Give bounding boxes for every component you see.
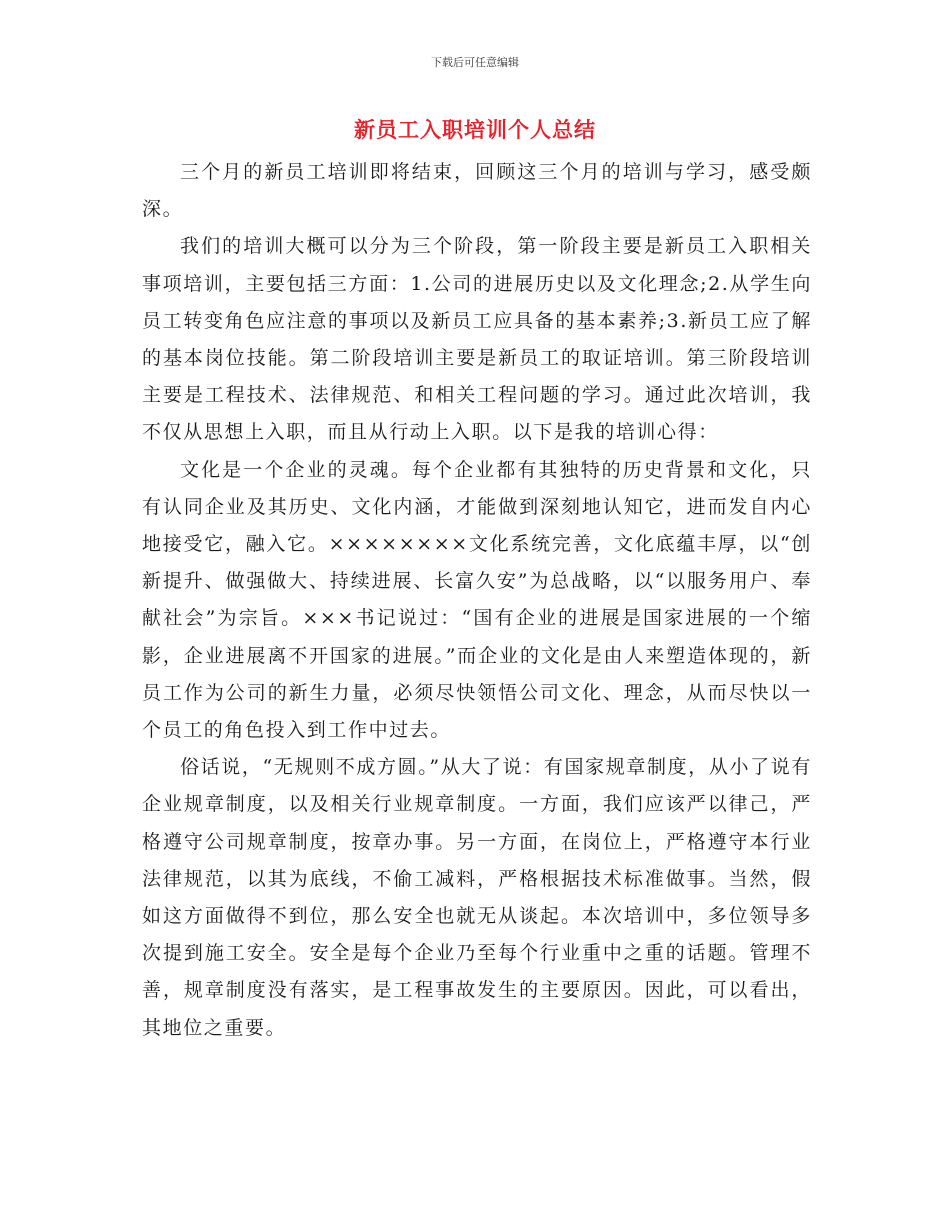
paragraph-culture: 文化是一个企业的灵魂。每个企业都有其独特的历史背景和文化，只有认同企业及其历史、文化内涵，才能做到深刻地认知它，进而发自内心地接受它，融入它。××××××××文化系统完善，文化底蕴丰厚，以“创新提升、做强做大、持续进展、长富久安”为总战略，以“以服务用户、奉献社会”为宗旨。×××书记说过：“国有企业的进展是国家进展的一个缩影，企业进展离不开国家的进展。”而企业的文化是由人来塑造体现的，新员工作为公司的新生力量，必须尽快领悟公司文化、理念，从而尽快以一个员工的角色投入到工作中过去。: [142, 458, 812, 742]
document-body: [142, 154, 812, 1047]
header-note: 下载后可任意编辑: [431, 56, 519, 69]
paragraph-rules-safety: 俗话说，“无规则不成方圆。”从大了说：有国家规章制度，从小了说有企业规章制度，以及相关行业规章制度。一方面，我们应该严以律己，严格遵守公司规章制度，按章办事。另一方面，在岗位上，严格遵守本行业法律规范，以其为底线，不偷工减料，严格根据技术标准做事。当然，假如这方面做得不到位，那么安全也就无从谈起。本次培训中，多位领导多次提到施工安全。安全是每个企业乃至每个行业重中之重的话题。管理不善，规章制度没有落实，是工程事故发生的主要原因。因此，可以看出，其地位之重要。: [142, 756, 812, 1039]
document-title: 新员工入职培训个人总结: [354, 117, 596, 142]
paragraph-intro: 三个月的新员工培训即将结束，回顾这三个月的培训与学习，感受颇深。: [142, 161, 812, 221]
paragraph-training-stages: 我们的培训大概可以分为三个阶段，第一阶段主要是新员工入职相关事项培训，主要包括三方面：1.公司的进展历史以及文化理念;2.从学生向员工转变角色应注意的事项以及新员工应具备的基本素养;3.新员工应了解的基本岗位技能。第二阶段培训主要是新员工的取证培训。第三阶段培训主要是工程技术、法律规范、和相关工程问题的学习。通过此次培训，我不仅从思想上入职，而且从行动上入职。以下是我的培训心得：: [142, 235, 812, 444]
